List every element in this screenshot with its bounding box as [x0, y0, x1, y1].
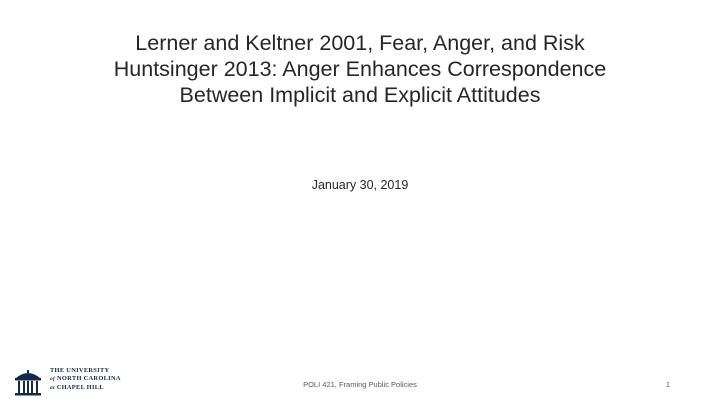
slide-date: January 30, 2019 [311, 178, 409, 192]
title-line-1: Lerner and Keltner 2001, Fear, Anger, and Risk [135, 31, 585, 55]
logo-line-3: CHAPEL HILL [56, 383, 104, 391]
title-line-2: Huntsinger 2013: Anger Enhances Correspondence [113, 57, 607, 81]
logo-line-2: NORTH CAROLINA [57, 375, 121, 383]
slide-title [60, 30, 660, 108]
title-line-3: Between Implicit and Explicit Attitudes [179, 83, 541, 107]
logo-line-1: THE UNIVERSITY [50, 367, 110, 374]
logo-line-3-prefix: at [50, 384, 55, 391]
page-number: 1 [665, 380, 670, 389]
logo-line-2-prefix: of [50, 376, 56, 383]
slide-footer: POLI 421, Framing Public Policies [303, 380, 417, 389]
